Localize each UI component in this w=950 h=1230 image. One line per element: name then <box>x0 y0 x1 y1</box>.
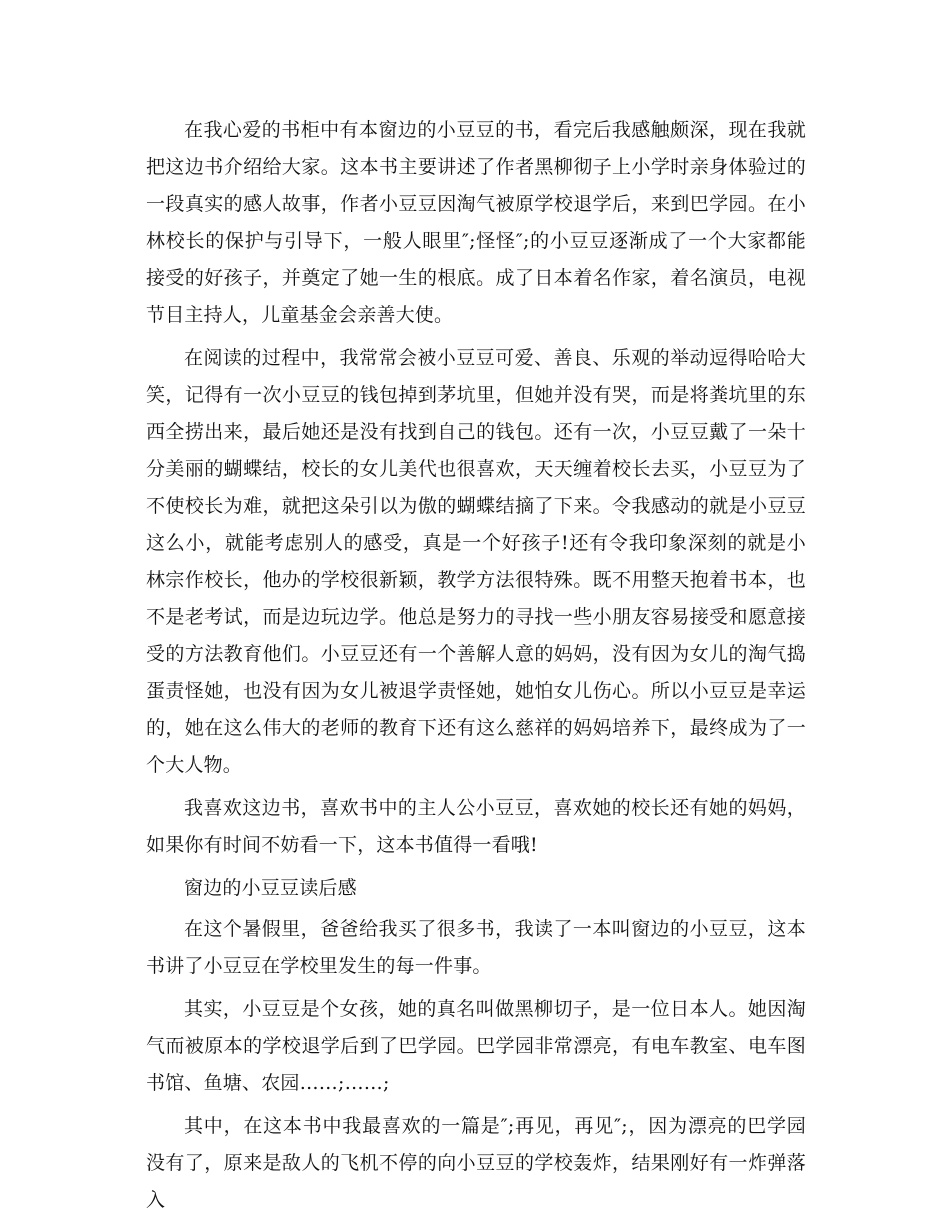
paragraph-reading-experience: 在阅读的过程中，我常常会被小豆豆可爱、善良、乐观的举动逗得哈哈大笑，记得有一次小豆豆的钱包掉到茅坑里，但她并没有哭，而是将粪坑里的东西全捞出来，最后她还是没有找到自己的钱包。还有一次，小豆豆戴了一朵十分美丽的蝴蝶结，校长的女儿美代也很喜欢，天天缠着校长去买，小豆豆为了不使校长为难，就把这朵引以为傲的蝴蝶结摘了下来。令我感动的就是小豆豆这么小，就能考虑别人的感受，真是一个好孩子!还有令我印象深刻的就是小林宗作校长，他办的学校很新颖，教学方法很特殊。既不用整天抱着书本，也不是老考试，而是边玩边学。他总是努力的寻找一些小朋友容易接受和愿意接受的方法教育他们。小豆豆还有一个善解人意的妈妈，没有因为女儿的淘气捣蛋责怪她，也没有因为女儿被退学责怪她，她怕女儿伤心。所以小豆豆是幸运的，她在这么伟大的老师的教育下还有这么慈祥的妈妈培养下，最终成为了一个大人物。 <box>146 347 806 776</box>
paragraph-about-totto-chan: 其实，小豆豆是个女孩，她的真名叫做黑柳切子，是一位日本人。她因淘气而被原本的学校退学后到了巴学园。巴学园非常漂亮，有电车教室、电车图书馆、鱼塘、农园……;……; <box>146 998 806 1094</box>
paragraph-recommendation: 我喜欢这边书，喜欢书中的主人公小豆豆，喜欢她的校长还有她的妈妈，如果你有时间不妨看一下，这本书值得一看哦! <box>146 797 806 856</box>
paragraph-summer-vacation: 在这个暑假里，爸爸给我买了很多书，我读了一本叫窗边的小豆豆，这本书讲了小豆豆在学校里发生的每一件事。 <box>146 918 806 977</box>
paragraph-intro: 在我心爱的书柜中有本窗边的小豆豆的书，看完后我感触颇深，现在我就把这边书介绍给大家。这本书主要讲述了作者黑柳彻子上小学时亲身体验过的一段真实的感人故事，作者小豆豆因淘气被原学校退学后，来到巴学园。在小林校长的保护与引导下，一般人眼里″;怪怪″;的小豆豆逐渐成了一个大家都能接受的好孩子，并奠定了她一生的根底。成了日本着名作家，着名演员，电视节目主持人，儿童基金会亲善大使。 <box>146 119 806 326</box>
paragraph-favorite-chapter: 其中，在这本书中我最喜欢的一篇是″;再见，再见″;，因为漂亮的巴学园没有了，原来是敌人的飞机不停的向小豆豆的学校轰炸，结果刚好有一炸弹落入 <box>146 1115 806 1211</box>
document-body <box>146 112 806 1225</box>
section-heading: 窗边的小豆豆读后感 <box>184 877 357 899</box>
